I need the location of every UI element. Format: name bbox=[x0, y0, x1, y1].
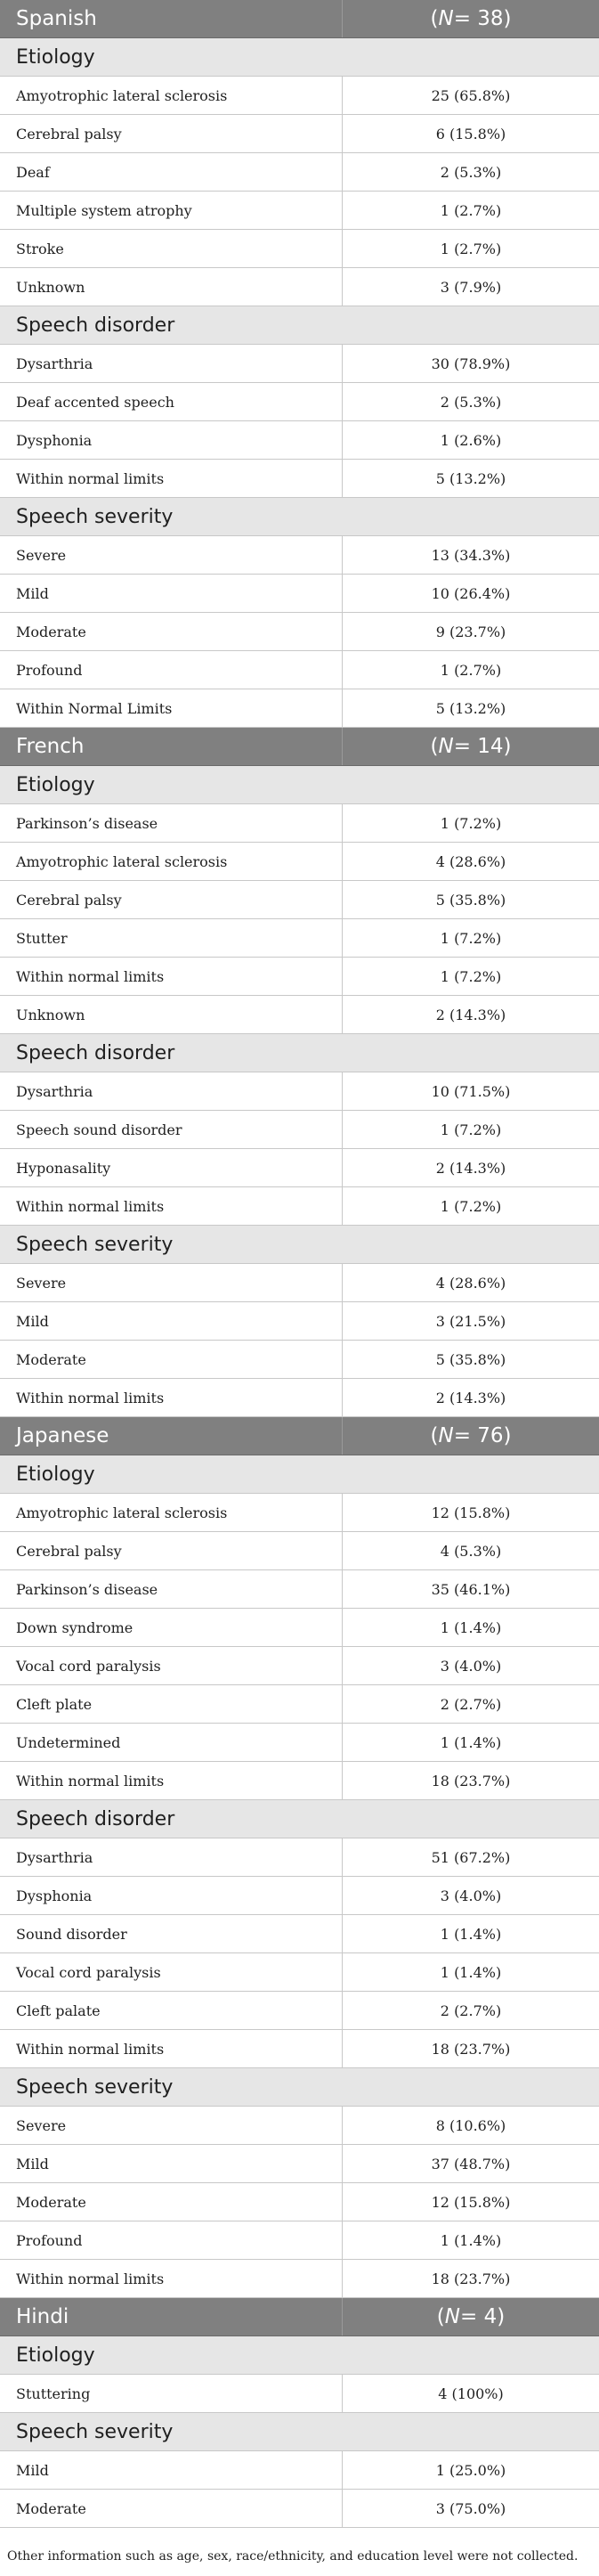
row-label: Cerebral palsy bbox=[0, 881, 343, 918]
row-value: 2 (14.3%) bbox=[435, 1159, 506, 1177]
row-label: Stuttering bbox=[0, 2375, 343, 2412]
row-label: Profound bbox=[0, 2221, 343, 2259]
row-label: Parkinson’s disease bbox=[0, 1570, 343, 1608]
table-row bbox=[0, 1838, 599, 1877]
table-row bbox=[0, 153, 599, 192]
row-value: 35 (46.1%) bbox=[431, 1580, 511, 1598]
row-label: Vocal cord paralysis bbox=[0, 1953, 343, 1991]
table-row bbox=[0, 843, 599, 881]
row-value: 3 (7.9%) bbox=[440, 278, 502, 296]
table-row bbox=[0, 2375, 599, 2413]
table-row bbox=[0, 1302, 599, 1341]
table-row bbox=[0, 1724, 599, 1762]
row-label: Deaf bbox=[0, 153, 343, 191]
table-row bbox=[0, 1149, 599, 1187]
row-value: 2 (2.7%) bbox=[440, 2001, 502, 2019]
language-header-row bbox=[0, 0, 599, 38]
row-value: 2 (5.3%) bbox=[440, 163, 502, 181]
table-row bbox=[0, 1762, 599, 1800]
table-row bbox=[0, 1647, 599, 1685]
row-value: 2 (14.3%) bbox=[435, 1389, 506, 1406]
group-header-row bbox=[0, 2413, 599, 2451]
language-header-row bbox=[0, 1417, 599, 1455]
sample-size-value: = 4) bbox=[460, 2305, 506, 2328]
row-label: Moderate bbox=[0, 1341, 343, 1378]
row-label: Amyotrophic lateral sclerosis bbox=[0, 1494, 343, 1531]
row-label: Severe bbox=[0, 536, 343, 574]
table-row bbox=[0, 77, 599, 115]
row-value: 1 (7.2%) bbox=[440, 814, 502, 832]
row-value: 12 (15.8%) bbox=[431, 1504, 511, 1521]
row-label: Within normal limits bbox=[0, 2030, 343, 2067]
table-row bbox=[0, 2030, 599, 2068]
language-name: Hindi bbox=[0, 2298, 343, 2336]
row-value: 18 (23.7%) bbox=[431, 1772, 511, 1789]
table-row bbox=[0, 1341, 599, 1379]
row-label: Unknown bbox=[0, 268, 343, 306]
table-row bbox=[0, 2451, 599, 2490]
row-value: 5 (35.8%) bbox=[435, 891, 506, 909]
row-label: Moderate bbox=[0, 613, 343, 650]
group-header-row bbox=[0, 2336, 599, 2375]
language-name: Spanish bbox=[0, 0, 343, 37]
row-label: Within normal limits bbox=[0, 1762, 343, 1799]
row-value: 9 (23.7%) bbox=[435, 623, 506, 640]
row-value: 5 (13.2%) bbox=[435, 469, 506, 487]
sample-size-symbol: N bbox=[444, 2305, 460, 2328]
row-value: 2 (5.3%) bbox=[440, 393, 502, 411]
table-row bbox=[0, 1877, 599, 1915]
table-row bbox=[0, 1072, 599, 1111]
row-label: Amyotrophic lateral sclerosis bbox=[0, 843, 343, 880]
sample-size-symbol: N bbox=[438, 7, 454, 30]
row-label: Sound disorder bbox=[0, 1915, 343, 1952]
table-row bbox=[0, 2260, 599, 2298]
group-title: Etiology bbox=[16, 773, 95, 796]
row-value: 4 (28.6%) bbox=[435, 852, 506, 870]
table-row bbox=[0, 230, 599, 268]
group-header-row bbox=[0, 1034, 599, 1072]
row-value: 4 (28.6%) bbox=[435, 1274, 506, 1292]
table-row bbox=[0, 421, 599, 460]
row-value: 5 (35.8%) bbox=[435, 1350, 506, 1368]
row-label: Parkinson’s disease bbox=[0, 804, 343, 842]
row-label: Undetermined bbox=[0, 1724, 343, 1761]
table-row bbox=[0, 1570, 599, 1609]
group-title: Speech disorder bbox=[16, 314, 175, 337]
sample-size bbox=[343, 728, 599, 765]
table-row bbox=[0, 2107, 599, 2145]
row-label: Down syndrome bbox=[0, 1609, 343, 1646]
row-value: 51 (67.2%) bbox=[431, 1848, 511, 1866]
group-title: Speech severity bbox=[16, 2420, 174, 2443]
table-row bbox=[0, 1187, 599, 1226]
group-title: Etiology bbox=[16, 2344, 95, 2367]
table-row bbox=[0, 689, 599, 728]
table-row bbox=[0, 919, 599, 958]
row-label: Dysarthria bbox=[0, 1838, 343, 1876]
row-label: Mild bbox=[0, 575, 343, 612]
row-value: 4 (5.3%) bbox=[440, 1542, 502, 1560]
row-label: Mild bbox=[0, 2451, 343, 2489]
row-label: Vocal cord paralysis bbox=[0, 1647, 343, 1684]
table-row bbox=[0, 2221, 599, 2260]
table-row bbox=[0, 345, 599, 383]
table-row bbox=[0, 1953, 599, 1992]
sample-size-open: ( bbox=[436, 2305, 445, 2328]
row-value: 37 (48.7%) bbox=[431, 2155, 511, 2172]
row-value: 1 (2.6%) bbox=[440, 431, 502, 449]
row-label: Cerebral palsy bbox=[0, 115, 343, 152]
row-value: 1 (7.2%) bbox=[440, 929, 502, 947]
group-header-row bbox=[0, 1455, 599, 1494]
row-value: 1 (25.0%) bbox=[435, 2461, 506, 2479]
sample-size-open: ( bbox=[430, 7, 439, 30]
row-label: Moderate bbox=[0, 2490, 343, 2527]
group-header-row bbox=[0, 498, 599, 536]
row-label: Dysphonia bbox=[0, 421, 343, 459]
sample-size-value: = 76) bbox=[453, 1424, 512, 1447]
language-name: French bbox=[0, 728, 343, 765]
sample-size-symbol: N bbox=[438, 1424, 454, 1447]
group-title: Speech disorder bbox=[16, 1041, 175, 1064]
row-value: 1 (2.7%) bbox=[440, 240, 502, 257]
row-label: Mild bbox=[0, 2145, 343, 2182]
group-header-row bbox=[0, 766, 599, 804]
row-label: Stutter bbox=[0, 919, 343, 957]
row-value: 18 (23.7%) bbox=[431, 2270, 511, 2287]
table-row bbox=[0, 1992, 599, 2030]
table-row bbox=[0, 1532, 599, 1570]
row-label: Dysphonia bbox=[0, 1877, 343, 1914]
sample-size-open: ( bbox=[430, 735, 439, 758]
language-name: Japanese bbox=[0, 1417, 343, 1455]
row-label: Cerebral palsy bbox=[0, 1532, 343, 1569]
row-value: 1 (1.4%) bbox=[440, 1925, 502, 1943]
row-label: Dysarthria bbox=[0, 1072, 343, 1110]
row-label: Within normal limits bbox=[0, 1379, 343, 1416]
sample-size bbox=[343, 2298, 599, 2336]
table-row bbox=[0, 958, 599, 996]
row-value: 10 (71.5%) bbox=[431, 1082, 511, 1100]
group-header-row bbox=[0, 2068, 599, 2107]
sample-size-symbol: N bbox=[438, 735, 454, 758]
row-value: 10 (26.4%) bbox=[431, 584, 511, 602]
row-value: 3 (75.0%) bbox=[435, 2499, 506, 2517]
row-value: 1 (2.7%) bbox=[440, 201, 502, 219]
table-row bbox=[0, 192, 599, 230]
table-row bbox=[0, 804, 599, 843]
table-row bbox=[0, 2490, 599, 2528]
row-label: Cleft plate bbox=[0, 1685, 343, 1723]
sample-size-value: = 38) bbox=[453, 7, 512, 30]
row-value: 1 (1.4%) bbox=[440, 1733, 502, 1751]
table-row bbox=[0, 536, 599, 575]
sample-size-open: ( bbox=[430, 1424, 439, 1447]
sample-size bbox=[343, 1417, 599, 1455]
row-value: 1 (1.4%) bbox=[440, 1618, 502, 1636]
table-row bbox=[0, 460, 599, 498]
row-value: 5 (13.2%) bbox=[435, 699, 506, 717]
sample-size bbox=[343, 0, 599, 37]
row-label: Within normal limits bbox=[0, 2260, 343, 2297]
row-label: Amyotrophic lateral sclerosis bbox=[0, 77, 343, 114]
row-label: Stroke bbox=[0, 230, 343, 267]
row-label: Unknown bbox=[0, 996, 343, 1033]
table-row bbox=[0, 1915, 599, 1953]
row-label: Hyponasality bbox=[0, 1149, 343, 1186]
language-header-row bbox=[0, 2298, 599, 2336]
group-title: Speech disorder bbox=[16, 1807, 175, 1830]
row-value: 1 (7.2%) bbox=[440, 1197, 502, 1215]
table-row bbox=[0, 1111, 599, 1149]
row-value: 3 (21.5%) bbox=[435, 1312, 506, 1330]
row-label: Mild bbox=[0, 1302, 343, 1340]
row-label: Moderate bbox=[0, 2183, 343, 2221]
row-value: 13 (34.3%) bbox=[431, 546, 511, 564]
row-label: Within normal limits bbox=[0, 1187, 343, 1225]
row-value: 18 (23.7%) bbox=[431, 2040, 511, 2058]
row-value: 25 (65.8%) bbox=[431, 86, 511, 104]
row-label: Severe bbox=[0, 2107, 343, 2144]
group-header-row bbox=[0, 1226, 599, 1264]
group-title: Etiology bbox=[16, 45, 95, 69]
row-label: Within normal limits bbox=[0, 460, 343, 497]
row-label: Profound bbox=[0, 651, 343, 689]
group-title: Speech severity bbox=[16, 505, 174, 528]
table-row bbox=[0, 268, 599, 306]
row-label: Within Normal Limits bbox=[0, 689, 343, 727]
row-value: 2 (14.3%) bbox=[435, 1006, 506, 1023]
row-value: 8 (10.6%) bbox=[435, 2116, 506, 2134]
group-title: Etiology bbox=[16, 1463, 95, 1486]
language-header-row bbox=[0, 728, 599, 766]
row-value: 1 (1.4%) bbox=[440, 2231, 502, 2249]
row-value: 1 (1.4%) bbox=[440, 1963, 502, 1981]
row-value: 2 (2.7%) bbox=[440, 1695, 502, 1713]
row-value: 4 (100%) bbox=[438, 2384, 504, 2402]
group-header-row bbox=[0, 306, 599, 345]
table-row bbox=[0, 1379, 599, 1417]
row-value: 1 (7.2%) bbox=[440, 967, 502, 985]
row-value: 3 (4.0%) bbox=[440, 1657, 502, 1675]
group-title: Speech severity bbox=[16, 1233, 174, 1256]
row-label: Cleft palate bbox=[0, 1992, 343, 2029]
table-row bbox=[0, 115, 599, 153]
table-row bbox=[0, 1609, 599, 1647]
table-row bbox=[0, 651, 599, 689]
row-label: Speech sound disorder bbox=[0, 1111, 343, 1148]
table-row bbox=[0, 2183, 599, 2221]
row-value: 30 (78.9%) bbox=[431, 355, 511, 372]
sample-size-value: = 14) bbox=[453, 735, 512, 758]
table-row bbox=[0, 613, 599, 651]
table-row bbox=[0, 1264, 599, 1302]
row-label: Within normal limits bbox=[0, 958, 343, 995]
group-header-row bbox=[0, 38, 599, 77]
table-row bbox=[0, 1685, 599, 1724]
row-label: Deaf accented speech bbox=[0, 383, 343, 420]
table-row bbox=[0, 575, 599, 613]
table-footnote: Other information such as age, sex, race/ethnicity, and education level were not collected. bbox=[7, 2549, 579, 2564]
row-value: 6 (15.8%) bbox=[435, 125, 506, 143]
table-row bbox=[0, 2145, 599, 2183]
table-row bbox=[0, 881, 599, 919]
row-value: 1 (2.7%) bbox=[440, 661, 502, 679]
row-value: 3 (4.0%) bbox=[440, 1887, 502, 1904]
row-value: 12 (15.8%) bbox=[431, 2193, 511, 2211]
table-row bbox=[0, 383, 599, 421]
group-title: Speech severity bbox=[16, 2075, 174, 2099]
row-label: Multiple system atrophy bbox=[0, 192, 343, 229]
table-row bbox=[0, 996, 599, 1034]
row-label: Dysarthria bbox=[0, 345, 343, 382]
row-value: 1 (7.2%) bbox=[440, 1121, 502, 1138]
table-row bbox=[0, 1494, 599, 1532]
group-header-row bbox=[0, 1800, 599, 1838]
row-label: Severe bbox=[0, 1264, 343, 1301]
